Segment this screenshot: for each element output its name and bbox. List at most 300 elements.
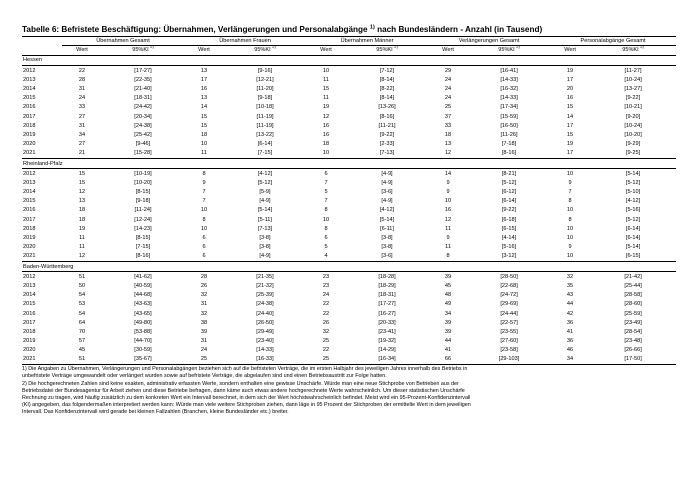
value-cell: 54 xyxy=(78,292,86,299)
ci-cell: [3-12] xyxy=(501,253,517,260)
table-row xyxy=(22,215,676,224)
value-cell: 10 xyxy=(200,225,208,232)
value-cell: 6 xyxy=(202,235,206,242)
value-cell: 10 xyxy=(566,170,574,177)
year-cell: 2018 xyxy=(23,328,36,335)
ci-cell: [25-59] xyxy=(624,310,642,317)
value-cell: 8 xyxy=(324,225,328,232)
table-row xyxy=(22,337,676,346)
value-cell: 31 xyxy=(78,86,86,93)
ci-cell: [6-14] xyxy=(625,235,641,242)
ci-cell: [44-70] xyxy=(134,338,152,345)
sub-header-value: Wert xyxy=(428,46,468,56)
value-cell: 15 xyxy=(200,122,208,129)
value-cell: 32 xyxy=(200,292,208,299)
title-text: Tabelle 6: Befristete Beschäftigung: Übernahmen, Verlängerungen und Personalabgänge xyxy=(22,25,368,34)
ci-cell: [11-19] xyxy=(256,122,274,129)
value-cell: 15 xyxy=(566,104,574,111)
ci-cell: [23-41] xyxy=(378,328,396,335)
value-cell: 26 xyxy=(200,282,208,289)
ci-cell: [14-23] xyxy=(134,225,152,232)
value-cell: 23 xyxy=(322,282,330,289)
value-cell: 18 xyxy=(78,216,86,223)
value-cell: 10 xyxy=(322,67,330,74)
year-cell: 2015 xyxy=(23,95,36,102)
value-cell: 10 xyxy=(200,207,208,214)
value-cell: 31 xyxy=(200,338,208,345)
state-row xyxy=(22,159,676,169)
value-cell: 7 xyxy=(202,189,206,196)
ci-cell: [7-18] xyxy=(501,141,517,148)
value-cell: 64 xyxy=(78,319,86,326)
ci-cell: [5-11] xyxy=(258,216,272,223)
ci-cell: [10-24] xyxy=(624,122,642,129)
ci-cell: [5-12] xyxy=(625,216,641,223)
ci-cell: [10-19] xyxy=(134,170,152,177)
group-header-row xyxy=(22,37,676,46)
year-cell: 2014 xyxy=(23,292,36,299)
value-cell: 17 xyxy=(566,150,574,157)
value-cell: 14 xyxy=(444,170,452,177)
ci-cell: [8-14] xyxy=(379,95,395,102)
value-cell: 25 xyxy=(322,356,330,363)
value-cell: 17 xyxy=(566,76,574,83)
value-cell: 8 xyxy=(568,216,572,223)
value-cell: 19 xyxy=(566,67,574,74)
value-cell: 16 xyxy=(200,86,208,93)
table-row xyxy=(22,309,676,318)
value-cell: 22 xyxy=(78,67,86,74)
group-header-0: Übernahmen Gesamt xyxy=(62,37,184,46)
ci-label: 95%KI xyxy=(254,47,271,54)
value-cell: 19 xyxy=(566,141,574,148)
ci-cell: [6-11] xyxy=(380,225,394,232)
ci-cell: [43-63] xyxy=(134,301,152,308)
ci-cell: [8-14] xyxy=(379,76,395,83)
ci-cell: [5-12] xyxy=(625,179,641,186)
ci-cell: [4-12] xyxy=(625,198,641,205)
ci-cell: [3-6] xyxy=(381,253,393,260)
ci-cell: [41-62] xyxy=(134,273,152,280)
ci-cell: [11-27] xyxy=(624,67,642,74)
ci-label: 95%KI xyxy=(498,47,515,54)
ci-label: 95%KI xyxy=(622,47,639,54)
ci-cell: [25-39] xyxy=(256,292,274,299)
sub-header-ci xyxy=(346,46,428,56)
footnotes xyxy=(22,364,676,416)
value-cell: 5 xyxy=(324,244,328,251)
value-cell: 7 xyxy=(202,198,206,205)
value-cell: 24 xyxy=(78,95,86,102)
value-cell: 15 xyxy=(200,113,208,120)
ci-cell: [26-66] xyxy=(624,347,642,354)
value-cell: 34 xyxy=(78,131,86,138)
value-cell: 45 xyxy=(444,282,452,289)
data-table xyxy=(22,37,676,364)
table-row xyxy=(22,282,676,291)
ci-cell: [16-33] xyxy=(256,356,274,363)
value-cell: 8 xyxy=(202,170,206,177)
ci-cell: [20-33] xyxy=(378,319,396,326)
ci-cell: [17-50] xyxy=(624,356,642,363)
footnote-line: 2) Die hochgerechneten Zahlen sind keine exakten, administrativ erfassten Werte, sondern enthalten eine gewisse Unschärfe. Würde man eine neue Stichprobe von Betrieben aus der xyxy=(22,380,459,387)
ci-cell: [9-18] xyxy=(135,198,151,205)
value-cell: 43 xyxy=(566,292,574,299)
value-cell: 11 xyxy=(79,244,85,251)
year-cell: 2021 xyxy=(23,253,36,260)
year-cell: 2018 xyxy=(23,225,36,232)
ci-cell: [18-29] xyxy=(378,282,396,289)
footnote-line: (KI) angegeben, das folgendermaßen interpretiert werden kann: Würde man viele weitere Stichproben ziehen, dann läge in 95 Prozent der Stichproben der ermittelte Wert in dem jeweiligen xyxy=(22,402,471,409)
value-cell: 50 xyxy=(78,282,86,289)
ci-cell: [17-27] xyxy=(378,301,396,308)
value-cell: 6 xyxy=(324,170,328,177)
value-cell: 9 xyxy=(568,244,572,251)
ci-cell: [7-13] xyxy=(257,225,273,232)
ci-cell: [24-44] xyxy=(500,310,518,317)
value-cell: 15 xyxy=(78,179,86,186)
ci-footnote-ref: 2) xyxy=(640,45,644,50)
value-cell: 7 xyxy=(568,189,572,196)
value-cell: 13 xyxy=(78,198,86,205)
ci-cell: [9-25] xyxy=(625,150,641,157)
ci-cell: [16-41] xyxy=(500,67,518,74)
sub-header-value: Wert xyxy=(550,46,590,56)
value-cell: 34 xyxy=(566,356,574,363)
ci-cell: [40-59] xyxy=(134,282,152,289)
value-cell: 46 xyxy=(566,347,574,354)
ci-cell: [12-21] xyxy=(256,76,274,83)
ci-label: 95%KI xyxy=(132,47,149,54)
ci-cell: [5-12] xyxy=(257,179,273,186)
value-cell: 13 xyxy=(200,67,208,74)
ci-cell: [9-29] xyxy=(625,141,641,148)
ci-cell: [8-16] xyxy=(135,253,151,260)
ci-cell: [24-38] xyxy=(256,301,274,308)
value-cell: 9 xyxy=(446,235,450,242)
value-cell: 11 xyxy=(201,150,207,157)
ci-label: 95%KI xyxy=(376,47,393,54)
state-name: Hessen xyxy=(22,56,676,66)
value-cell: 22 xyxy=(322,347,330,354)
table-title xyxy=(22,25,676,37)
ci-cell: [26-50] xyxy=(256,319,274,326)
ci-cell: [20-34] xyxy=(134,113,152,120)
value-cell: 24 xyxy=(444,95,452,102)
ci-cell: [3-8] xyxy=(381,244,393,251)
ci-cell: [44-68] xyxy=(134,292,152,299)
value-cell: 39 xyxy=(444,273,452,280)
ci-cell: [8-15] xyxy=(135,189,151,196)
table-row xyxy=(22,197,676,206)
title-suffix: nach Bundesländern - Anzahl (in Tausend) xyxy=(374,25,543,34)
table-row xyxy=(22,224,676,233)
value-cell: 9 xyxy=(202,179,206,186)
ci-cell: [16-50] xyxy=(500,122,518,129)
year-cell: 2017 xyxy=(23,319,36,326)
ci-cell: [3-8] xyxy=(259,235,271,242)
sub-header-spacer xyxy=(22,46,62,56)
ci-cell: [11-20] xyxy=(256,86,274,93)
ci-cell: [15-28] xyxy=(134,150,152,157)
value-cell: 29 xyxy=(444,67,452,74)
table-row xyxy=(22,75,676,84)
table-row xyxy=(22,206,676,215)
value-cell: 12 xyxy=(444,150,452,157)
ci-cell: [21-42] xyxy=(624,273,642,280)
footnote-line: Rechnung zu tragen, wird häufig zusätzlich zu dem konkreten Wert ein Intervall berechnet, in dem sich der Wert höchstwahrscheinlich befindet. Meist wird ein 95-Prozent-Konfidenzintervall xyxy=(22,395,471,401)
ci-cell: [53-88] xyxy=(134,328,152,335)
ci-cell: [6-12] xyxy=(501,189,517,196)
value-cell: 4 xyxy=(324,253,328,260)
value-cell: 33 xyxy=(78,104,86,111)
year-cell: 2019 xyxy=(23,131,36,138)
value-cell: 22 xyxy=(322,301,330,308)
ci-cell: [6-14] xyxy=(257,141,273,148)
ci-cell: [10-24] xyxy=(624,76,642,83)
value-cell: 32 xyxy=(566,273,574,280)
ci-cell: [28-50] xyxy=(500,273,518,280)
ci-cell: [24-38] xyxy=(134,122,152,129)
ci-cell: [7-15] xyxy=(135,244,151,251)
value-cell: 21 xyxy=(78,150,86,157)
table-row xyxy=(22,318,676,327)
ci-cell: [6-15] xyxy=(625,253,641,260)
value-cell: 70 xyxy=(78,328,86,335)
ci-cell: [9-22] xyxy=(625,95,641,102)
value-cell: 8 xyxy=(202,216,206,223)
ci-cell: [23-40] xyxy=(256,338,274,345)
value-cell: 14 xyxy=(200,104,208,111)
state-name: Rheinland-Pfalz xyxy=(22,159,676,169)
value-cell: 6 xyxy=(202,253,206,260)
value-cell: 7 xyxy=(324,179,328,186)
ci-cell: [16-32] xyxy=(500,86,518,93)
document xyxy=(22,25,676,417)
group-header-2: Übernahmen Männer xyxy=(306,37,428,46)
value-cell: 18 xyxy=(200,131,208,138)
state-name: Baden-Württemberg xyxy=(22,262,676,272)
ci-cell: [9-22] xyxy=(501,207,517,214)
ci-cell: [9-20] xyxy=(625,113,641,120)
value-cell: 24 xyxy=(444,86,452,93)
ci-cell: [12-24] xyxy=(134,216,152,223)
ci-cell: [9-18] xyxy=(257,95,273,102)
value-cell: 39 xyxy=(444,328,452,335)
ci-cell: [17-27] xyxy=(134,67,152,74)
footnote-line: Betriebsdatei der Bundesagentur für Arbeit ziehen und diese Betriebe befragen, dann käme auch etwas andere hochgerechnete Werte wahrscheinlich. Um dieser statistischen Unschärfe xyxy=(22,387,465,394)
ci-cell: [28-60] xyxy=(624,301,642,308)
sub-header-ci xyxy=(468,46,550,56)
value-cell: 53 xyxy=(78,301,86,308)
value-cell: 10 xyxy=(566,253,574,260)
value-cell: 48 xyxy=(444,292,452,299)
ci-cell: [14-33] xyxy=(500,95,518,102)
ci-cell: [21-40] xyxy=(134,86,152,93)
value-cell: 15 xyxy=(78,170,86,177)
value-cell: 51 xyxy=(78,273,86,280)
ci-cell: [27-60] xyxy=(500,338,518,345)
ci-cell: [28-58] xyxy=(624,292,642,299)
footnote-line: 1) Die Angaben zu Übernahmen, Verlängerungen und Personalabgängen beziehen sich auf die befristeten Verträge, die im ersten Halbjahr des jeweiligen Jahres innerhalb des Betriebs in xyxy=(22,366,468,373)
year-cell: 2016 xyxy=(23,104,36,111)
ci-cell: [22-68] xyxy=(500,282,518,289)
ci-cell: [14-33] xyxy=(256,347,274,354)
ci-cell: [25-44] xyxy=(624,282,642,289)
ci-cell: [13-26] xyxy=(378,104,396,111)
value-cell: 45 xyxy=(78,347,86,354)
value-cell: 41 xyxy=(444,347,452,354)
year-cell: 2012 xyxy=(23,67,36,74)
ci-cell: [5-14] xyxy=(625,244,641,251)
value-cell: 26 xyxy=(322,319,330,326)
title-footnote-ref: 1) xyxy=(369,24,375,31)
value-cell: 12 xyxy=(444,216,452,223)
year-cell: 2014 xyxy=(23,189,36,196)
value-cell: 6 xyxy=(324,235,328,242)
value-cell: 32 xyxy=(200,310,208,317)
ci-cell: [6-18] xyxy=(501,216,517,223)
ci-cell: [8-22] xyxy=(379,86,395,93)
ci-cell: [7-15] xyxy=(257,150,273,157)
ci-cell: [21-35] xyxy=(256,273,274,280)
table-row xyxy=(22,243,676,252)
ci-cell: [14-29] xyxy=(378,347,396,354)
ci-cell: [29-103] xyxy=(498,356,520,363)
ci-cell: [10-21] xyxy=(624,104,642,111)
ci-cell: [18-31] xyxy=(134,95,152,102)
value-cell: 13 xyxy=(200,95,208,102)
ci-cell: [5-14] xyxy=(625,170,641,177)
value-cell: 31 xyxy=(200,301,208,308)
value-cell: 9 xyxy=(568,179,572,186)
value-cell: 17 xyxy=(566,122,574,129)
ci-cell: [24-42] xyxy=(134,104,152,111)
ci-cell: [4-12] xyxy=(379,207,395,214)
ci-cell: [24-72] xyxy=(500,292,518,299)
value-cell: 12 xyxy=(322,113,330,120)
sub-header-value: Wert xyxy=(62,46,102,56)
table-row xyxy=(22,355,676,364)
value-cell: 44 xyxy=(566,301,574,308)
table-row xyxy=(22,131,676,140)
sub-header-value: Wert xyxy=(306,46,346,56)
ci-cell: [23-48] xyxy=(624,338,642,345)
ci-cell: [14-33] xyxy=(500,76,518,83)
value-cell: 7 xyxy=(324,198,328,205)
table-row xyxy=(22,140,676,149)
ci-footnote-ref: 2) xyxy=(394,45,398,50)
year-cell: 2013 xyxy=(23,282,36,289)
ci-cell: [4-12] xyxy=(257,170,273,177)
value-cell: 10 xyxy=(566,235,574,242)
value-cell: 10 xyxy=(444,198,452,205)
footnote-line: Intervall. Das Konfidenzintervall wird gerade bei kleinen Fallzahlen (Branchen, kleine Bundesländer etc.) breiter. xyxy=(22,409,289,416)
year-cell: 2015 xyxy=(23,301,36,308)
ci-cell: [8-16] xyxy=(501,150,517,157)
value-cell: 35 xyxy=(566,282,574,289)
value-cell: 18 xyxy=(322,141,330,148)
ci-cell: [15-59] xyxy=(500,113,518,120)
ci-cell: [4-14] xyxy=(501,235,517,242)
ci-cell: [16-34] xyxy=(378,356,396,363)
value-cell: 36 xyxy=(566,338,574,345)
ci-cell: [18-28] xyxy=(378,273,396,280)
value-cell: 22 xyxy=(322,310,330,317)
group-header-3: Verlängerungen Gesamt xyxy=(428,37,550,46)
value-cell: 18 xyxy=(444,131,452,138)
table-row xyxy=(22,112,676,121)
table-row xyxy=(22,272,676,282)
table-row xyxy=(22,85,676,94)
ci-cell: [11-21] xyxy=(378,122,396,129)
value-cell: 25 xyxy=(322,338,330,345)
value-cell: 24 xyxy=(322,292,330,299)
ci-cell: [18-31] xyxy=(378,292,396,299)
ci-cell: [10-20] xyxy=(134,179,152,186)
group-header-1: Übernahmen Frauen xyxy=(184,37,306,46)
year-cell: 2013 xyxy=(23,76,36,83)
table-row xyxy=(22,327,676,336)
value-cell: 16 xyxy=(566,95,574,102)
value-cell: 10 xyxy=(200,141,208,148)
state-row xyxy=(22,262,676,272)
ci-cell: [30-59] xyxy=(134,347,152,354)
ci-cell: [13-22] xyxy=(256,131,274,138)
value-cell: 36 xyxy=(566,319,574,326)
ci-cell: [2-33] xyxy=(379,141,395,148)
value-cell: 14 xyxy=(566,113,574,120)
value-cell: 8 xyxy=(568,198,572,205)
ci-cell: [49-80] xyxy=(134,319,152,326)
ci-cell: [8-15] xyxy=(135,235,151,242)
ci-cell: [5-14] xyxy=(379,216,395,223)
value-cell: 27 xyxy=(78,113,86,120)
table-row xyxy=(22,252,676,262)
value-cell: 12 xyxy=(78,189,86,196)
value-cell: 9 xyxy=(446,179,450,186)
value-cell: 15 xyxy=(322,86,330,93)
value-cell: 16 xyxy=(322,122,330,129)
table-body xyxy=(22,56,676,365)
ci-cell: [35-67] xyxy=(134,356,152,363)
year-cell: 2019 xyxy=(23,338,36,345)
header-spacer xyxy=(22,37,62,46)
ci-cell: [29-49] xyxy=(256,328,274,335)
value-cell: 38 xyxy=(200,319,208,326)
value-cell: 13 xyxy=(444,141,452,148)
ci-cell: [24-40] xyxy=(256,310,274,317)
ci-cell: [10-18] xyxy=(256,104,274,111)
table-row xyxy=(22,103,676,112)
value-cell: 9 xyxy=(446,189,450,196)
ci-cell: [3-8] xyxy=(381,235,393,242)
table-row xyxy=(22,94,676,103)
sub-header-value: Wert xyxy=(184,46,224,56)
year-cell: 2021 xyxy=(23,356,36,363)
value-cell: 16 xyxy=(444,207,452,214)
year-cell: 2020 xyxy=(23,347,36,354)
value-cell: 51 xyxy=(78,356,86,363)
value-cell: 10 xyxy=(322,216,330,223)
value-cell: 41 xyxy=(566,328,574,335)
sub-header-ci xyxy=(102,46,184,56)
year-cell: 2017 xyxy=(23,216,36,223)
ci-cell: [8-21] xyxy=(501,170,517,177)
year-cell: 2016 xyxy=(23,310,36,317)
ci-cell: [5-10] xyxy=(625,189,641,196)
value-cell: 39 xyxy=(444,319,452,326)
